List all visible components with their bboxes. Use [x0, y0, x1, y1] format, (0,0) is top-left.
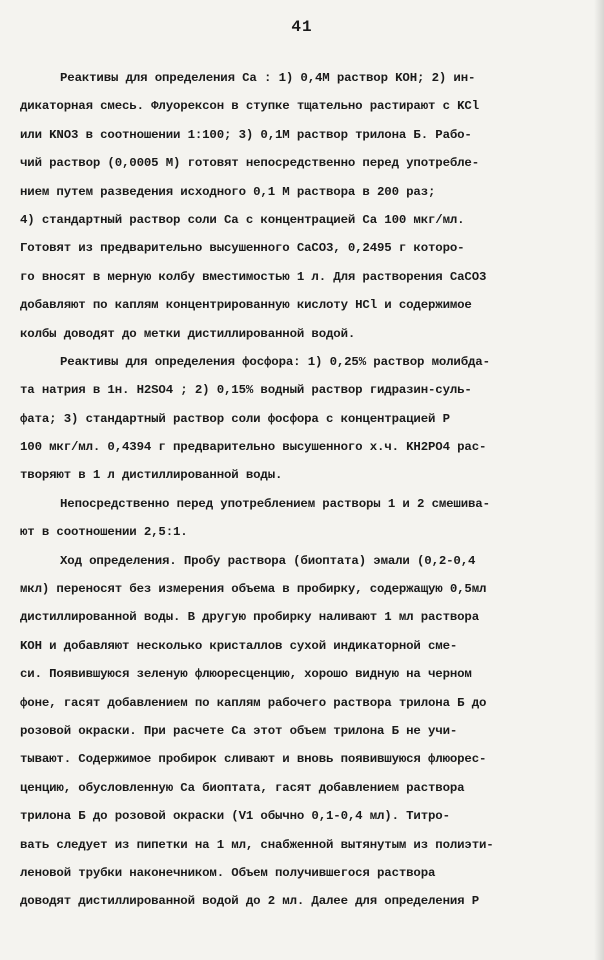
text-line: Ход определения. Пробу раствора (биоптата) эмали (0,2-0,4: [60, 553, 476, 568]
text-line: фоне, гасят добавлением по каплям рабочего раствора трилона Б до: [20, 695, 487, 710]
text-line: дикаторная смесь. Флуорексон в ступке тщательно растирают с KCl: [20, 99, 479, 114]
text-line: или KNO3 в соотношении 1:100; 3) 0,1М раствор трилона Б. Рабо-: [20, 127, 472, 142]
text-line: нием путем разведения исходного 0,1 М раствора в 200 раз;: [20, 184, 436, 199]
text-line: доводят дистиллированной водой до 2 мл. Далее для определения P: [20, 894, 479, 909]
text-line: леновой трубки наконечником. Объем получившегося раствора: [20, 865, 436, 880]
text-line: мкл) переносят без измерения объема в пробирку, содержащую 0,5мл: [20, 582, 487, 597]
text-line: го вносят в мерную колбу вместимостью 1 л. Для растворения CaCO3: [20, 269, 487, 284]
page-edge-shadow: [594, 0, 604, 960]
text-line: Реактивы для определения Ca : 1) 0,4М раствор KOH; 2) ин-: [60, 71, 476, 85]
text-line: ценцию, обусловленную Ca биоптата, гасят добавлением раствора: [20, 780, 465, 795]
text-line: чий раствор (0,0005 М) готовят непосредственно перед употребле-: [20, 156, 479, 171]
text-line: дистиллированной воды. В другую пробирку наливают 1 мл раствора: [20, 610, 479, 625]
text-line: колбы доводят до метки дистиллированной водой.: [20, 326, 356, 341]
body-text: [20, 64, 584, 916]
text-line: фата; 3) стандартный раствор соли фосфора с концентрацией P: [20, 411, 450, 426]
text-line: трилона Б до розовой окраски (V1 обычно 0,1-0,4 мл). Титро-: [20, 809, 450, 824]
text-line: добавляют по каплям концентрированную кислоту HCl и содержимое: [20, 298, 472, 313]
text-line: KOH и добавляют несколько кристаллов сухой индикаторной сме-: [20, 638, 458, 653]
page-number: 41: [291, 18, 313, 36]
text-line: Реактивы для определения фосфора: 1) 0,25% раствор молибда-: [60, 354, 490, 369]
text-line: та натрия в 1н. H2SO4 ; 2) 0,15% водный раствор гидразин-суль-: [20, 383, 472, 398]
text-line: 100 мкг/мл. 0,4394 г предварительно высушенного х.ч. KH2PO4 рас-: [20, 440, 487, 455]
text-line: вать следует из пипетки на 1 мл, снабженной вытянутым из полиэти-: [20, 837, 494, 852]
text-line: Непосредственно перед употреблением растворы 1 и 2 смешива-: [60, 496, 490, 511]
text-line: си. Появившуюся зеленую флюоресценцию, хорошо видную на черном: [20, 667, 472, 682]
text-line: розовой окраски. При расчете Ca этот объем трилона Б не учи-: [20, 723, 458, 738]
text-line: творяют в 1 л дистиллированной воды.: [20, 468, 283, 483]
text-line: ют в соотношении 2,5:1.: [20, 525, 188, 540]
text-line: тывают. Содержимое пробирок сливают и вновь появившуюся флюорес-: [20, 752, 487, 767]
text-line: 4) стандартный раствор соли Ca с концентрацией Ca 100 мкг/мл.: [20, 212, 465, 227]
text-line: Готовят из предварительно высушенного CaCO3, 0,2495 г которо-: [20, 241, 465, 256]
